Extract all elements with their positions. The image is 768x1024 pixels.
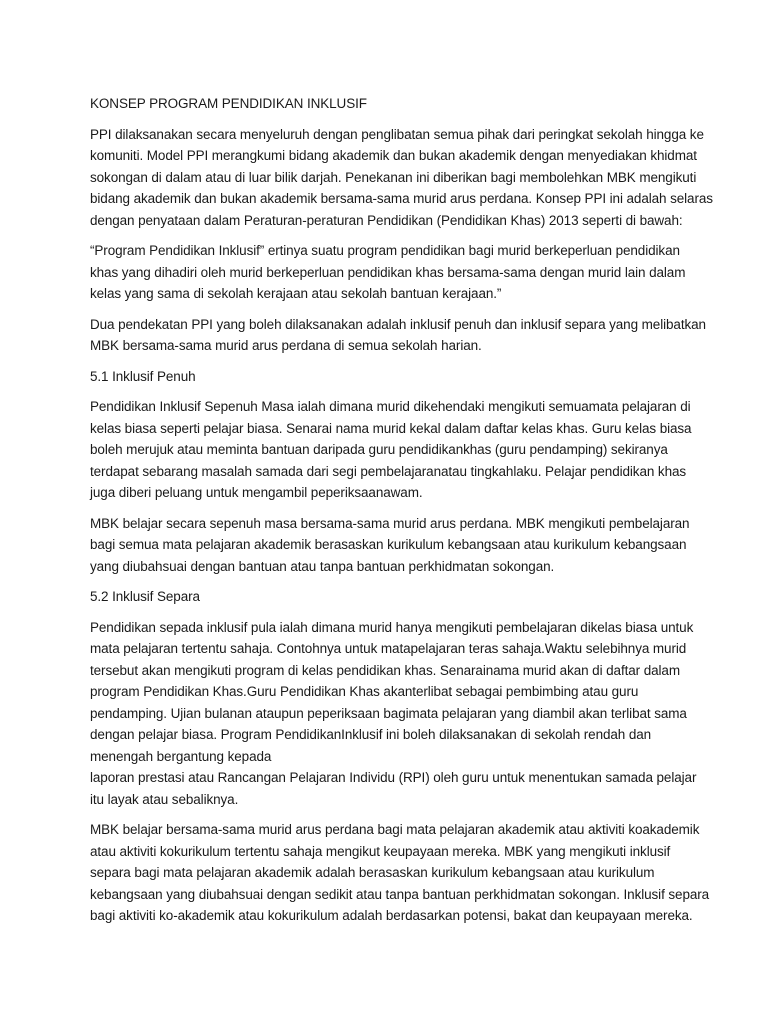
paragraph-inklusif-penuh-definition [90, 396, 692, 504]
section-heading-inklusif-separa: 5.2 Inklusif Separa [90, 589, 200, 604]
text-line: tersebut akan mengikuti program di kelas pendidikan khas. Senarainama murid akan di daftar dalam [90, 662, 680, 678]
text-line: MBK belajar secara sepenuh masa bersama-sama murid arus perdana. MBK mengikuti pembelajaran [90, 515, 690, 531]
text-line: program Pendidikan Khas.Guru Pendidikan Khas akanterlibat sebagai pembimbing atau guru [90, 684, 639, 699]
text-line: dengan penyataan dalam Peraturan-peraturan Pendidikan (Pendidikan Khas) 2013 seperti di bawah: [90, 212, 683, 228]
text-line: Pendidikan Inklusif Sepenuh Masa ialah dimana murid dikehendaki mengikuti semuamata pelajaran di [90, 399, 691, 414]
text-line: separa bagi mata pelajaran akademik adalah berasaskan kurikulum kebangsaan atau kurikulum [90, 865, 655, 880]
text-line: PPI dilaksanakan secara menyeluruh dengan penglibatan semua pihak dari peringkat sekolah hingga ke [90, 126, 704, 142]
text-line: juga diberi peluang untuk mengambil peperiksaanawam. [90, 485, 423, 500]
text-line: bagi semua mata pelajaran akademik berasaskan kurikulum kebangsaan atau kurikulum kebangsaan [90, 537, 687, 552]
text-line: bagi aktiviti ko-akademik atau kokurikulum adalah berdasarkan potensi, bakat dan keupayaan mereka. [90, 908, 693, 923]
text-line: atau aktiviti kokurikulum tertentu sahaja mengikut keupayaan mereka. MBK yang mengikuti inklusif [90, 843, 671, 859]
paragraph-two-approaches [90, 314, 706, 357]
document-body [90, 93, 713, 936]
paragraph-ppi-intro [90, 124, 713, 232]
paragraph-inklusif-separa-definition [90, 617, 697, 811]
text-line: dengan pelajar biasa. Program PendidikanInklusif ini boleh dilaksanakan di sekolah rendah dan [90, 727, 652, 742]
text-line: Dua pendekatan PPI yang boleh dilaksanakan adalah inklusif penuh dan inklusif separa yang melibatkan [90, 316, 706, 332]
text-line: sokongan di dalam atau di luar bilik darjah. Penekanan ini diberikan bagi membolehkan MBK mengikuti [90, 169, 697, 185]
text-line: kelas biasa seperti pelajar biasa. Senarai nama murid kekal dalam daftar kelas khas. Guru kelas biasa [90, 420, 692, 436]
text-line: kelas yang sama di sekolah kerajaan atau sekolah bantuan kerajaan.” [90, 286, 502, 301]
text-line: yang diubahsuai dengan bantuan atau tanpa bantuan perkhidmatan sokongan. [90, 558, 555, 574]
text-line: itu layak atau sebaliknya. [90, 791, 239, 807]
paragraph-definition-quote [90, 240, 688, 305]
text-line: boleh merujuk atau meminta bantuan daripada guru pendidikankhas (guru pendamping) sekiranya [90, 442, 668, 457]
text-line: komuniti. Model PPI merangkumi bidang akademik dan bukan akademik dengan menyediakan khidmat [90, 148, 697, 163]
text-line: mata pelajaran tertentu sahaja. Contohnya untuk matapelajaran teras sahaja.Waktu selebihnya murid [90, 641, 687, 656]
text-line: khas yang dihadiri oleh murid berkeperluan pendidikan khas bersama-sama dengan murid lain dalam [90, 264, 686, 280]
text-line: menengah bergantung kepada [90, 748, 272, 764]
section-heading-inklusif-penuh: 5.1 Inklusif Penuh [90, 368, 196, 384]
document-title: KONSEP PROGRAM PENDIDIKAN INKLUSIF [90, 96, 367, 111]
text-line: Pendidikan sepada inklusif pula ialah dimana murid hanya mengikuti pembelajaran dikelas biasa untuk [90, 619, 694, 635]
text-line: “Program Pendidikan Inklusif” ertinya suatu program pendidikan bagi murid berkeperluan pendidikan [90, 243, 680, 258]
text-line: MBK belajar bersama-sama murid arus perdana bagi mata pelajaran akademik atau aktiviti koakademik [90, 822, 700, 837]
text-line: terdapat sebarang masalah samada dari segi pembelajaranatau tingkahlaku. Pelajar pendidikan khas [90, 463, 687, 479]
paragraph-inklusif-penuh-mbk [90, 513, 688, 578]
paragraph-inklusif-separa-mbk [90, 819, 710, 927]
text-line: MBK bersama-sama murid arus perdana di semua sekolah harian. [90, 338, 482, 353]
text-line: kebangsaan yang diubahsuai dengan sedikit atau tanpa bantuan perkhidmatan sokongan. Inklusif separa [90, 886, 710, 902]
text-line: bidang akademik dan bukan akademik bersama-sama murid arus perdana. Konsep PPI ini adalah selaras [90, 191, 713, 206]
text-line: laporan prestasi atau Rancangan Pelajaran Individu (RPI) oleh guru untuk menentukan samada pelajar [90, 770, 697, 785]
text-line: pendamping. Ujian bulanan ataupun peperiksaan bagimata pelajaran yang diambil akan terlibat sama [90, 705, 687, 721]
